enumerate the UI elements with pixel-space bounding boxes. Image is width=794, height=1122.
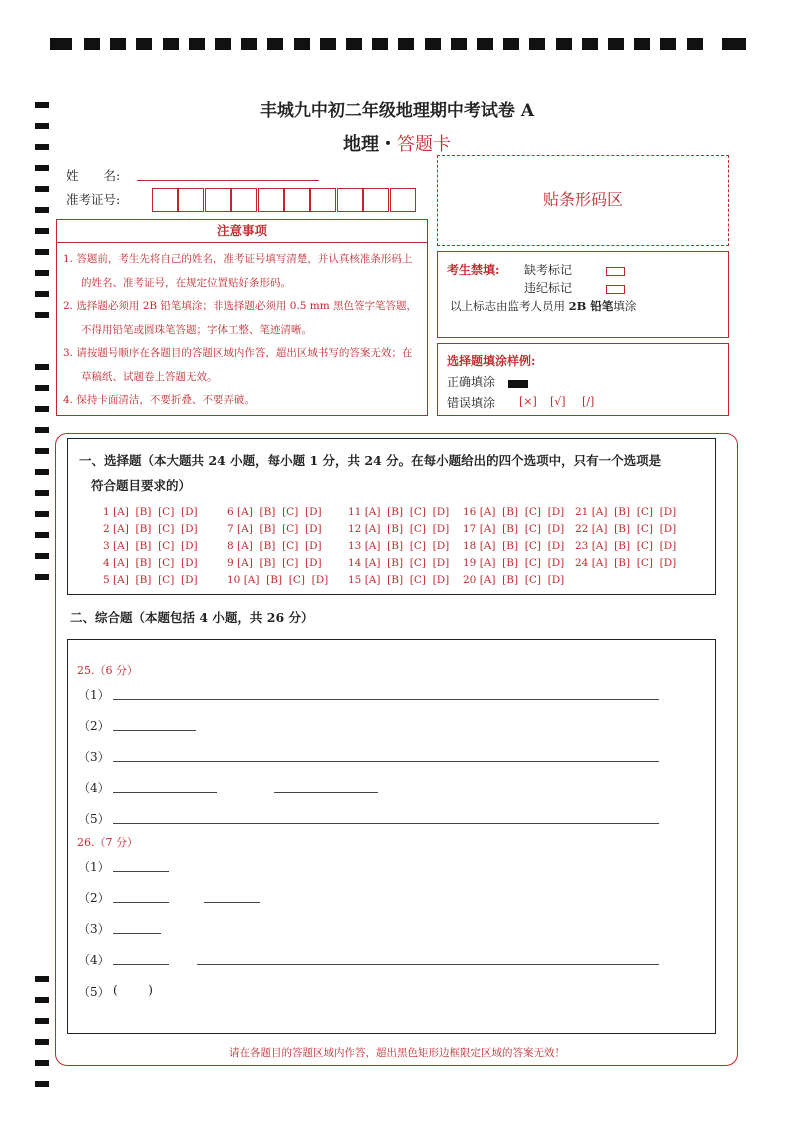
side-timing-mark (35, 1081, 49, 1087)
timing-mark (608, 38, 624, 50)
forbidden-box (437, 251, 729, 338)
absent-mark-box[interactable] (606, 261, 625, 280)
side-timing-mark (35, 228, 49, 234)
side-timing-mark (35, 553, 49, 559)
side-timing-mark (35, 427, 49, 433)
choice-question-23[interactable] (575, 540, 676, 552)
timing-mark (346, 38, 362, 50)
side-timing-mark (35, 270, 49, 276)
choice-options[interactable]: [A] [B] [C] [D] (243, 574, 329, 586)
correct-fill-sample (508, 373, 528, 392)
choice-question-5[interactable] (103, 574, 198, 586)
side-timing-mark (35, 448, 49, 454)
side-timing-mark (35, 490, 49, 496)
side-timing-mark (35, 997, 49, 1003)
choice-options[interactable]: [A] [B] [C] [D] (113, 540, 198, 552)
top-timing-marks (50, 38, 746, 52)
timing-mark (215, 38, 231, 50)
q25-part5-line[interactable] (113, 823, 659, 824)
q25-part4-line-a[interactable] (113, 792, 217, 793)
side-timing-mark (35, 364, 49, 370)
choice-options[interactable]: [A] [B] [C] [D] (113, 557, 198, 569)
choice-options[interactable]: [A] [B] [C] [D] (113, 523, 198, 535)
side-timing-mark (35, 123, 49, 129)
choice-options[interactable]: [A] [B] [C] [D] (479, 574, 565, 586)
choice-options[interactable]: [A] [B] [C] [D] (364, 523, 450, 535)
q25-part2-line[interactable] (113, 730, 196, 731)
choice-number: 19 (463, 557, 480, 569)
choice-question-6[interactable] (227, 506, 322, 518)
exam-id-box[interactable] (337, 188, 363, 212)
name-label: 姓 名: (66, 168, 121, 183)
section1-title-line1: 一、选择题（本大题共 24 小题，每小题 1 分，共 24 分。在每小题给出的四个选项中，只有一个选项是 (79, 453, 662, 468)
timing-mark (189, 38, 205, 50)
choice-number: 4 (103, 557, 114, 569)
choice-number: 24 (575, 557, 592, 569)
fill-sample-box (437, 343, 729, 416)
q25-part2-label: （2） (78, 719, 110, 733)
choice-options[interactable]: [A] [B] [C] [D] (591, 540, 677, 552)
barcode-label: 贴条形码区 (542, 190, 623, 209)
choice-question-16[interactable] (463, 506, 564, 518)
forbidden-note-bold: 2B 铅笔 (568, 299, 614, 313)
subtitle-suffix: 答题卡 (397, 134, 451, 155)
timing-mark (477, 38, 493, 50)
choice-options[interactable]: [A] [B] [C] [D] (479, 506, 565, 518)
choice-question-20[interactable] (463, 574, 564, 586)
notice-title: 注意事项 (57, 220, 427, 243)
name-input-line[interactable] (137, 180, 319, 181)
notice-item-1: 1. 答题前，考生先将自己的姓名，准考证号填写清楚，并认真核准条形码上的姓名、准考证号，在规定位置贴好条形码。 (63, 253, 413, 289)
exam-id-label: 准考证号: (66, 192, 121, 207)
choice-question-24[interactable] (575, 557, 676, 569)
choice-options[interactable]: [A] [B] [C] [D] (113, 574, 198, 586)
q25-part1-line[interactable] (113, 699, 659, 700)
timing-mark (660, 38, 676, 50)
q26-part2-line-b[interactable] (204, 902, 260, 903)
side-timing-mark (35, 165, 49, 171)
forbidden-note-prefix: 以上标志由监考人员用 (450, 299, 569, 313)
footer-note: 请在各题目的答题区域内作答，超出黑色矩形边框限定区域的答案无效！ (229, 1047, 565, 1059)
notice-item-4: 4. 保持卡面清洁，不要折叠、不要弄破。 (63, 394, 255, 406)
card-subtitle (0, 130, 794, 156)
side-timing-mark (35, 976, 49, 982)
exam-id-box[interactable] (231, 188, 257, 212)
notice-item-2: 2. 选择题必须用 2B 铅笔填涂；非选择题必须用 0.5 mm 黑色签字笔答题，不得用铅笔或圆珠笔答题；字体工整、笔迹清晰。 (63, 300, 418, 336)
subtitle-prefix: 地理・ (343, 134, 397, 155)
choice-options[interactable]: [A] [B] [C] [D] (237, 506, 322, 518)
fill-sample-title: 选择题填涂样例: (447, 354, 536, 368)
choice-question-7[interactable] (227, 523, 322, 535)
choice-options[interactable]: [A] [B] [C] [D] (113, 506, 198, 518)
choice-number: 5 (103, 574, 114, 586)
q26-part5-paren[interactable]: ( ) (113, 983, 153, 997)
choice-number: 10 (227, 574, 244, 586)
choice-options[interactable]: [A] [B] [C] [D] (237, 540, 322, 552)
timing-mark (110, 38, 126, 50)
choice-question-22[interactable] (575, 523, 676, 535)
exam-id-box[interactable] (363, 188, 389, 212)
q25-part5-label: （5） (78, 812, 110, 826)
side-timing-mark (35, 469, 49, 475)
choice-question-17[interactable] (463, 523, 564, 535)
exam-id-box[interactable] (258, 188, 284, 212)
q26-part4-label: （4） (78, 953, 110, 967)
exam-id-box[interactable] (390, 188, 416, 212)
side-timing-mark (35, 207, 49, 213)
timing-mark (267, 38, 283, 50)
q26-part4-line-b[interactable] (197, 964, 659, 965)
choice-options[interactable]: [A] [B] [C] [D] (237, 557, 322, 569)
side-timing-mark (35, 532, 49, 538)
q25-label: 25.（6 分） (77, 664, 138, 677)
timing-mark (425, 38, 441, 50)
q26-part4-line-a[interactable] (113, 964, 169, 965)
timing-mark (294, 38, 310, 50)
choice-number: 14 (348, 557, 365, 569)
forbidden-label: 考生禁填: (447, 263, 500, 277)
side-timing-mark (35, 406, 49, 412)
section1-title-line2: 符合题目要求的） (91, 478, 192, 493)
choice-options[interactable]: [A] [B] [C] [D] (479, 523, 565, 535)
choice-question-21[interactable] (575, 506, 676, 518)
notice-item-3: 3. 请按题号顺序在各题目的答题区域内作答，超出区域书写的答案无效；在草稿纸、试题卷上答题无效。 (63, 347, 413, 383)
timing-mark (722, 38, 746, 50)
timing-mark (634, 38, 650, 50)
q26-part1-label: （1） (78, 860, 110, 874)
choice-question-8[interactable] (227, 540, 322, 552)
section2-title: 二、综合题（本题包括 4 小题，共 26 分） (70, 610, 314, 625)
exam-id-box[interactable] (205, 188, 231, 212)
choice-options[interactable]: [A] [B] [C] [D] (591, 523, 677, 535)
wrong-mark-1: [×] (519, 395, 537, 408)
choice-number: 3 (103, 540, 114, 552)
timing-mark (241, 38, 257, 50)
choice-number: 21 (575, 506, 592, 518)
choice-number: 1 (103, 506, 114, 518)
choice-options[interactable]: [A] [B] [C] [D] (479, 540, 565, 552)
q26-part1-line[interactable] (113, 871, 169, 872)
choice-number: 11 (348, 506, 365, 518)
exam-id-box[interactable] (178, 188, 204, 212)
correct-fill-label: 正确填涂 (447, 375, 496, 389)
q26-label: 26.（7 分） (77, 836, 138, 849)
exam-title: 丰城九中初二年级地理期中考试卷 A (259, 101, 535, 121)
forbidden-note (450, 298, 636, 314)
choice-question-18[interactable] (463, 540, 564, 552)
barcode-area (437, 155, 729, 246)
choice-options[interactable]: [A] [B] [C] [D] (364, 557, 450, 569)
side-timing-mark (35, 249, 49, 255)
choice-question-9[interactable] (227, 557, 322, 569)
q25-part1-label: （1） (78, 688, 110, 702)
side-timing-mark (35, 511, 49, 517)
timing-mark (451, 38, 467, 50)
violation-label: 违纪标记 (524, 281, 573, 295)
choice-number: 22 (575, 523, 592, 535)
timing-mark (136, 38, 152, 50)
choice-number: 13 (348, 540, 365, 552)
exam-id-box[interactable] (310, 188, 336, 212)
choice-number: 2 (103, 523, 114, 535)
q25-part4-line-b[interactable] (274, 792, 378, 793)
choice-number: 17 (463, 523, 480, 535)
choice-question-13[interactable] (348, 540, 449, 552)
side-timing-mark (35, 1060, 49, 1066)
notice-box (56, 219, 428, 416)
choice-question-15[interactable] (348, 574, 449, 586)
violation-mark-box[interactable] (606, 279, 625, 298)
timing-mark (372, 38, 388, 50)
q26-part3-line[interactable] (113, 933, 161, 934)
side-timing-mark (35, 312, 49, 318)
choice-options[interactable]: [A] [B] [C] [D] (237, 523, 322, 535)
wrong-mark-3: [/] (582, 395, 595, 408)
choice-question-10[interactable] (227, 574, 328, 586)
timing-mark (582, 38, 598, 50)
choice-number: 6 (227, 506, 238, 518)
q26-part2-line-a[interactable] (113, 902, 169, 903)
choice-question-14[interactable] (348, 557, 449, 569)
choice-number: 20 (463, 574, 480, 586)
choice-question-1[interactable] (103, 506, 198, 518)
choice-number: 15 (348, 574, 365, 586)
choice-question-4[interactable] (103, 557, 198, 569)
q26-part2-label: （2） (78, 891, 110, 905)
timing-mark (556, 38, 572, 50)
choice-number: 18 (463, 540, 480, 552)
choice-question-11[interactable] (348, 506, 449, 518)
choice-number: 7 (227, 523, 238, 535)
choice-question-3[interactable] (103, 540, 198, 552)
choice-question-12[interactable] (348, 523, 449, 535)
choice-number: 8 (227, 540, 238, 552)
choice-question-2[interactable] (103, 523, 198, 535)
choice-options[interactable]: [A] [B] [C] [D] (364, 574, 450, 586)
timing-mark (687, 38, 703, 50)
q25-part4-label: （4） (78, 781, 110, 795)
choice-number: 12 (348, 523, 365, 535)
timing-mark (529, 38, 545, 50)
choice-options[interactable]: [A] [B] [C] [D] (591, 506, 677, 518)
side-timing-mark (35, 574, 49, 580)
absent-label: 缺考标记 (524, 263, 573, 277)
choice-options[interactable]: [A] [B] [C] [D] (591, 557, 677, 569)
side-timing-mark (35, 385, 49, 391)
q25-part3-line[interactable] (113, 761, 659, 762)
choice-question-19[interactable] (463, 557, 564, 569)
choice-options[interactable]: [A] [B] [C] [D] (364, 506, 450, 518)
choice-options[interactable]: [A] [B] [C] [D] (364, 540, 450, 552)
q26-part5-label: （5） (78, 985, 110, 999)
wrong-mark-2: [√] (550, 395, 566, 408)
side-timing-mark (35, 186, 49, 192)
side-timing-mark (35, 1018, 49, 1024)
timing-mark (84, 38, 100, 50)
timing-mark (398, 38, 414, 50)
timing-mark (163, 38, 179, 50)
timing-mark (50, 38, 72, 50)
choice-number: 16 (463, 506, 480, 518)
side-timing-mark (35, 291, 49, 297)
exam-id-box[interactable] (152, 188, 178, 212)
choice-options[interactable]: [A] [B] [C] [D] (479, 557, 565, 569)
choice-number: 9 (227, 557, 238, 569)
choice-number: 23 (575, 540, 592, 552)
exam-id-box[interactable] (284, 188, 310, 212)
wrong-fill-label: 错误填涂 (447, 396, 496, 410)
timing-mark (503, 38, 519, 50)
timing-mark (320, 38, 336, 50)
q25-part3-label: （3） (78, 750, 110, 764)
forbidden-note-suffix: 填涂 (613, 299, 637, 313)
q26-part3-label: （3） (78, 922, 110, 936)
